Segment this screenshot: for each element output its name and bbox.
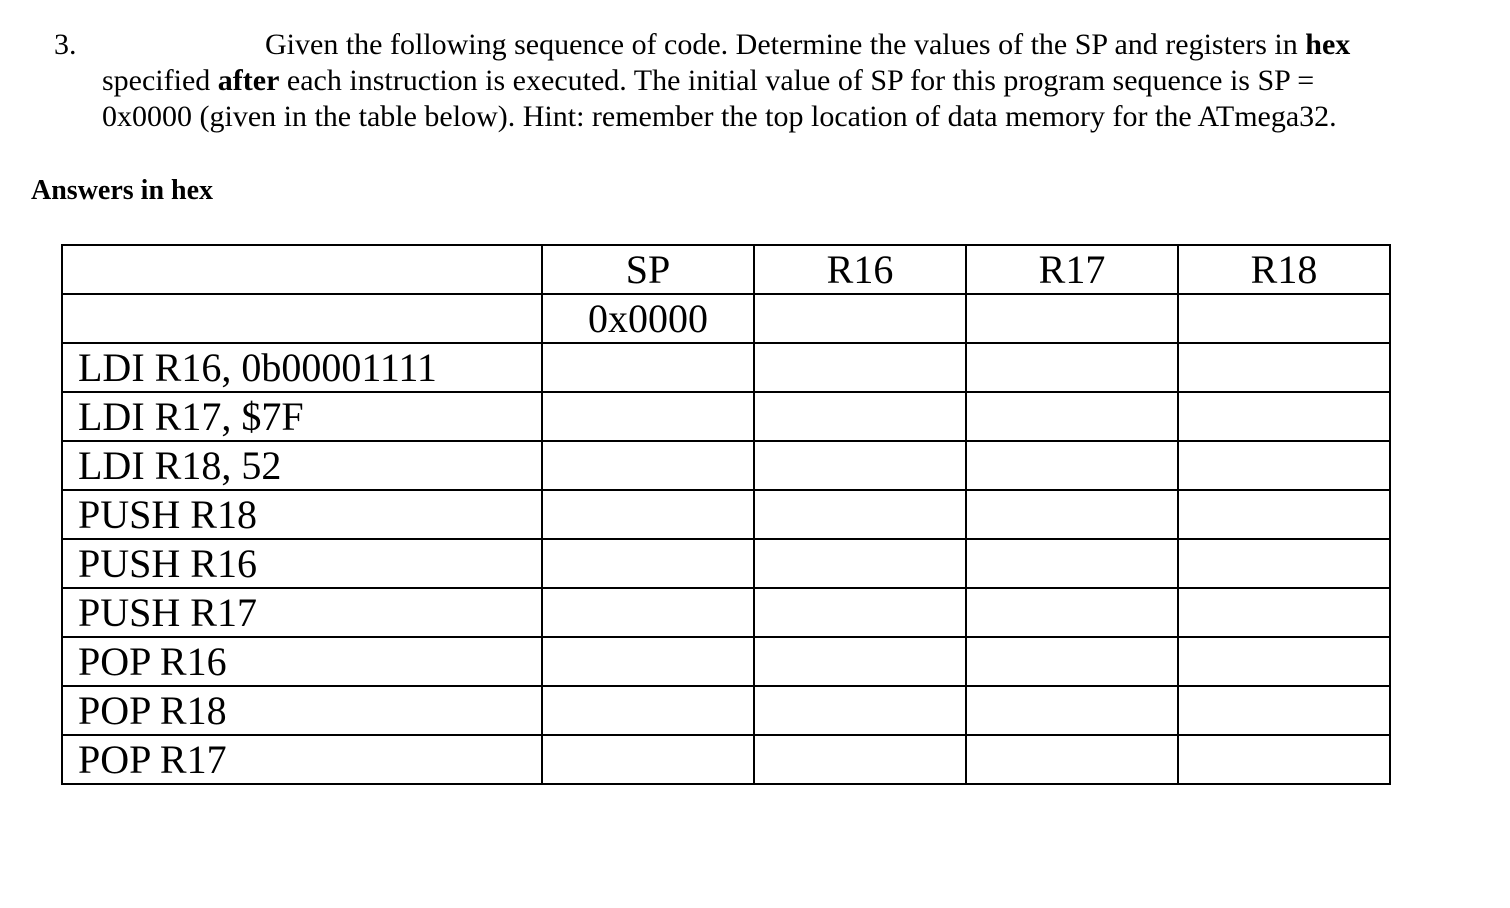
answer-cell-sp[interactable] <box>542 490 754 539</box>
answer-cell-r17[interactable] <box>966 539 1178 588</box>
answer-cell-r16[interactable] <box>754 343 966 392</box>
answer-cell-r16[interactable] <box>754 392 966 441</box>
question-line-3: 0x0000 (given in the table below). Hint: remember the top location of data memory for the ATmega32. <box>102 100 1337 133</box>
answer-cell-r17[interactable] <box>966 490 1178 539</box>
question-line-2-pre: specified <box>102 64 218 97</box>
instruction-row <box>62 637 1390 686</box>
initial-cell-r18[interactable] <box>1178 294 1390 343</box>
answer-cell-sp[interactable] <box>542 735 754 784</box>
answer-cell-sp[interactable] <box>542 392 754 441</box>
answer-cell-r16[interactable] <box>754 686 966 735</box>
initial-row <box>62 294 1390 343</box>
instruction-cell: LDI R16, 0b00001111 <box>62 343 542 392</box>
answer-cell-sp[interactable] <box>542 343 754 392</box>
answer-cell-r18[interactable] <box>1178 490 1390 539</box>
instruction-cell: POP R17 <box>62 735 542 784</box>
initial-cell-sp: 0x0000 <box>542 294 754 343</box>
answer-cell-sp[interactable] <box>542 588 754 637</box>
answer-cell-sp[interactable] <box>542 637 754 686</box>
answer-cell-r18[interactable] <box>1178 637 1390 686</box>
question-line-1-text: Given the following sequence of code. Determine the values of the SP and registers in <box>265 28 1306 61</box>
question-line-2-bold: after <box>217 64 280 97</box>
answer-cell-r16[interactable] <box>754 735 966 784</box>
question-line-1-bold: hex <box>1305 28 1351 61</box>
answer-cell-r16[interactable] <box>754 637 966 686</box>
instruction-row <box>62 343 1390 392</box>
initial-cell-r17[interactable] <box>966 294 1178 343</box>
answer-cell-r18[interactable] <box>1178 735 1390 784</box>
answer-cell-sp[interactable] <box>542 686 754 735</box>
answer-cell-r18[interactable] <box>1178 686 1390 735</box>
answer-cell-r17[interactable] <box>966 735 1178 784</box>
instruction-row <box>62 588 1390 637</box>
initial-cell-instruction <box>62 294 542 343</box>
instruction-row <box>62 392 1390 441</box>
answer-cell-r17[interactable] <box>966 588 1178 637</box>
answer-cell-r18[interactable] <box>1178 539 1390 588</box>
instruction-cell: PUSH R18 <box>62 490 542 539</box>
header-row <box>62 245 1390 294</box>
header-cell-r17: R17 <box>966 245 1178 294</box>
question-line-1 <box>265 27 1350 63</box>
instruction-cell: POP R16 <box>62 637 542 686</box>
instruction-cell: LDI R17, $7F <box>62 392 542 441</box>
question-number: 3. <box>54 28 77 61</box>
answer-cell-r18[interactable] <box>1178 588 1390 637</box>
header-cell-r16: R16 <box>754 245 966 294</box>
instruction-cell: LDI R18, 52 <box>62 441 542 490</box>
answer-cell-r17[interactable] <box>966 441 1178 490</box>
instruction-cell: PUSH R17 <box>62 588 542 637</box>
answer-cell-r16[interactable] <box>754 490 966 539</box>
header-cell-r18: R18 <box>1178 245 1390 294</box>
instruction-row <box>62 686 1390 735</box>
answer-cell-r18[interactable] <box>1178 392 1390 441</box>
answer-cell-r16[interactable] <box>754 588 966 637</box>
instruction-cell: POP R18 <box>62 686 542 735</box>
answer-cell-sp[interactable] <box>542 539 754 588</box>
instruction-row <box>62 490 1390 539</box>
header-cell-instruction <box>62 245 542 294</box>
answer-cell-r16[interactable] <box>754 539 966 588</box>
answer-cell-r18[interactable] <box>1178 441 1390 490</box>
answer-table <box>61 244 1391 785</box>
answer-cell-r17[interactable] <box>966 686 1178 735</box>
initial-cell-r16[interactable] <box>754 294 966 343</box>
answer-cell-r18[interactable] <box>1178 343 1390 392</box>
instruction-row <box>62 735 1390 784</box>
answer-cell-sp[interactable] <box>542 441 754 490</box>
answer-cell-r16[interactable] <box>754 441 966 490</box>
question-line-2-post: each instruction is executed. The initial value of SP for this program sequence is SP = <box>279 64 1315 97</box>
answer-cell-r17[interactable] <box>966 392 1178 441</box>
instruction-row <box>62 539 1390 588</box>
instruction-row <box>62 441 1390 490</box>
header-cell-sp: SP <box>542 245 754 294</box>
instruction-cell: PUSH R16 <box>62 539 542 588</box>
answers-heading: Answers in hex <box>31 175 214 206</box>
answer-cell-r17[interactable] <box>966 343 1178 392</box>
answer-cell-r17[interactable] <box>966 637 1178 686</box>
question-line-2 <box>102 63 1314 99</box>
